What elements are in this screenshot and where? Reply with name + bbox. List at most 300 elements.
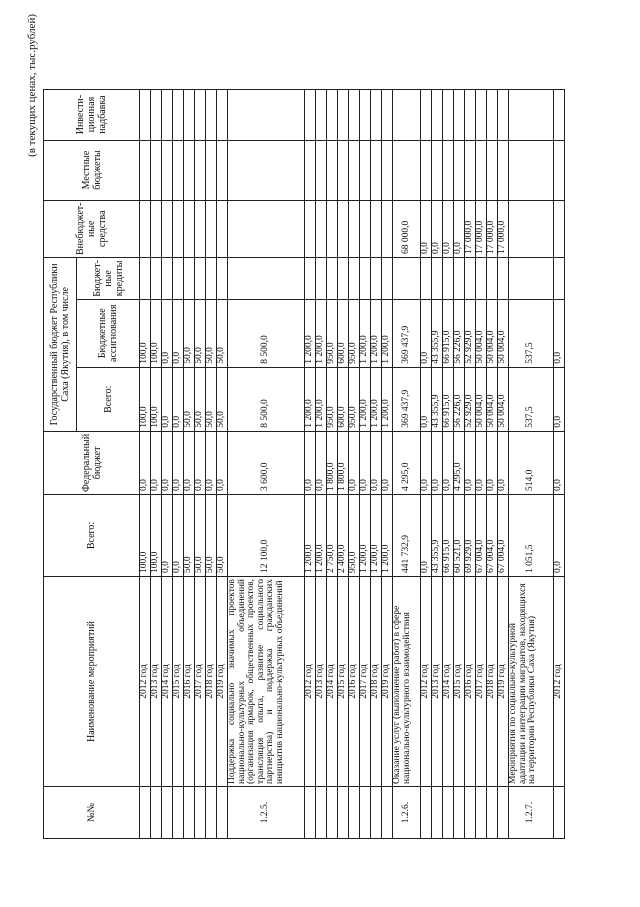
row-name: 2014 год (162, 577, 173, 787)
row-state-credits (465, 258, 476, 300)
row-invest (305, 89, 316, 140)
row-state-credits (162, 258, 173, 300)
row-local (360, 140, 371, 200)
table-row-year (554, 89, 565, 838)
table-row-year (140, 89, 151, 838)
table-row-year (184, 89, 195, 838)
row-name: 2012 год (140, 577, 151, 787)
row-number (206, 787, 217, 839)
row-state-credits (184, 258, 195, 300)
row-state-allocations: 50,0 (217, 299, 228, 367)
row-state-allocations: 50 004,0 (487, 299, 498, 367)
row-extrabudget (173, 200, 184, 258)
row-number (487, 787, 498, 839)
col-header-name: Наименование мероприятий (44, 577, 140, 787)
row-state-credits (305, 258, 316, 300)
table-row-year (454, 89, 465, 838)
row-state-credits (140, 258, 151, 300)
row-extrabudget: 17 000,0 (487, 200, 498, 258)
row-federal: 0,0 (206, 431, 217, 494)
row-state-credits (360, 258, 371, 300)
row-state-total: 1 200,0 (316, 367, 327, 431)
row-state-total: 100,0 (151, 367, 162, 431)
table-row-year (217, 89, 228, 838)
row-number (184, 787, 195, 839)
row-state-credits (173, 258, 184, 300)
row-federal: 514,0 (509, 431, 554, 494)
row-state-allocations: 0,0 (421, 299, 432, 367)
row-local (327, 140, 338, 200)
table-row-year (382, 89, 393, 838)
row-state-total: 0,0 (162, 367, 173, 431)
row-extrabudget: 0,0 (443, 200, 454, 258)
row-federal: 3 600,0 (228, 431, 305, 494)
row-total: 2 400,0 (338, 495, 349, 577)
row-invest (487, 89, 498, 140)
table-row-year (316, 89, 327, 838)
row-total: 50,0 (195, 495, 206, 577)
row-name: 2012 год (305, 577, 316, 787)
row-name: 2017 год (195, 577, 206, 787)
table-row-year (151, 89, 162, 838)
row-total: 441 732,9 (393, 495, 421, 577)
row-extrabudget (382, 200, 393, 258)
row-federal: 0,0 (305, 431, 316, 494)
row-extrabudget: 17 000,0 (465, 200, 476, 258)
col-header-state-allocations: Бюджетные ассигнования (77, 299, 140, 367)
row-invest (476, 89, 487, 140)
row-name: 2018 год (487, 577, 498, 787)
row-state-allocations: 56 226,0 (454, 299, 465, 367)
units-note: (в текущих ценах, тыс.рублей) (26, 14, 38, 157)
row-state-total: 950,0 (327, 367, 338, 431)
row-number (421, 787, 432, 839)
row-federal: 0,0 (162, 431, 173, 494)
row-total: 67 004,0 (476, 495, 487, 577)
row-local (509, 140, 554, 200)
table-row-year (305, 89, 316, 838)
col-header-state-total: Всего: (77, 367, 140, 431)
row-name: 2012 год (421, 577, 432, 787)
row-federal: 0,0 (554, 431, 565, 494)
row-total: 1 200,0 (305, 495, 316, 577)
row-state-total: 600,0 (338, 367, 349, 431)
row-invest (454, 89, 465, 140)
row-invest (316, 89, 327, 140)
row-name: 2017 год (476, 577, 487, 787)
col-header-local: Местные бюджеты (44, 140, 140, 200)
row-federal: 0,0 (316, 431, 327, 494)
row-number (498, 787, 509, 839)
col-header-state-group: Государственный бюджет Республики Саха (Якутия), в том числе (44, 258, 77, 432)
row-state-credits (509, 258, 554, 300)
row-state-credits (151, 258, 162, 300)
row-federal: 0,0 (476, 431, 487, 494)
row-state-total: 537,5 (509, 367, 554, 431)
row-local (382, 140, 393, 200)
col-header-state-credits: Бюджет-ные кредиты (77, 258, 140, 300)
row-total: 1 200,0 (371, 495, 382, 577)
row-total: 2 750,0 (327, 495, 338, 577)
table-row-year (432, 89, 443, 838)
row-invest (140, 89, 151, 140)
row-name: 2019 год (498, 577, 509, 787)
row-state-total: 1 200,0 (371, 367, 382, 431)
row-state-allocations: 950,0 (327, 299, 338, 367)
row-federal: 0,0 (465, 431, 476, 494)
row-number (338, 787, 349, 839)
row-state-allocations: 43 355,9 (432, 299, 443, 367)
row-extrabudget (316, 200, 327, 258)
row-total: 1 051,5 (509, 495, 554, 577)
row-local (421, 140, 432, 200)
row-extrabudget (554, 200, 565, 258)
row-invest (195, 89, 206, 140)
row-local (217, 140, 228, 200)
row-state-credits (195, 258, 206, 300)
row-invest (360, 89, 371, 140)
row-invest (151, 89, 162, 140)
row-state-credits (327, 258, 338, 300)
row-extrabudget (509, 200, 554, 258)
row-total: 69 929,0 (465, 495, 476, 577)
col-header-invest: Инвести-ционная надбавка (44, 89, 140, 140)
row-invest (327, 89, 338, 140)
row-federal: 0,0 (151, 431, 162, 494)
row-number (195, 787, 206, 839)
row-invest (206, 89, 217, 140)
row-local (184, 140, 195, 200)
row-extrabudget (195, 200, 206, 258)
row-name: 2013 год (432, 577, 443, 787)
row-local (316, 140, 327, 200)
row-total: 1 200,0 (360, 495, 371, 577)
row-name: 2013 год (316, 577, 327, 787)
row-total: 0,0 (554, 495, 565, 577)
row-name: Мероприятия по социально-культурной адаптации и интеграции мигрантов, находящихся на территории Республики Саха (Якутия) (509, 577, 554, 787)
table-row-year (360, 89, 371, 838)
row-state-allocations: 1 200,0 (360, 299, 371, 367)
row-number (465, 787, 476, 839)
row-number (305, 787, 316, 839)
table-row-measure (393, 89, 421, 838)
row-state-allocations: 369 437,9 (393, 299, 421, 367)
row-state-allocations: 1 200,0 (316, 299, 327, 367)
row-state-credits (338, 258, 349, 300)
row-federal: 0,0 (217, 431, 228, 494)
row-number: 1.2.7. (509, 787, 554, 839)
row-number (382, 787, 393, 839)
row-state-total: 0,0 (421, 367, 432, 431)
row-total: 66 915,0 (443, 495, 454, 577)
table-row-year (443, 89, 454, 838)
row-federal: 4 295,0 (393, 431, 421, 494)
row-state-allocations: 50,0 (195, 299, 206, 367)
table-row-year (327, 89, 338, 838)
table-row-year (206, 89, 217, 838)
table-row-year (349, 89, 360, 838)
row-invest (421, 89, 432, 140)
row-state-total: 50,0 (206, 367, 217, 431)
row-local (349, 140, 360, 200)
col-header-extrabudget: Внебюджет-ные средства (44, 200, 140, 258)
row-total: 67 004,0 (487, 495, 498, 577)
row-name: 2012 год (554, 577, 565, 787)
row-local (305, 140, 316, 200)
col-header-federal: Федеральный бюджет (44, 431, 140, 494)
row-state-allocations: 100,0 (140, 299, 151, 367)
row-invest (162, 89, 173, 140)
table-row-year (338, 89, 349, 838)
row-state-allocations: 600,0 (338, 299, 349, 367)
row-extrabudget (360, 200, 371, 258)
row-state-allocations: 1 200,0 (305, 299, 316, 367)
row-invest (217, 89, 228, 140)
table-body (140, 89, 565, 838)
rotated-document-page (0, 2, 638, 907)
row-state-total: 8 500,0 (228, 367, 305, 431)
table-row-year (476, 89, 487, 838)
row-name: Оказание услуг (выполнение работ) в сфере национально-культурного взаимодействия (393, 577, 421, 787)
row-state-total: 52 929,0 (465, 367, 476, 431)
row-extrabudget (349, 200, 360, 258)
row-state-total: 0,0 (173, 367, 184, 431)
row-state-credits (454, 258, 465, 300)
table-row-year (195, 89, 206, 838)
row-number (316, 787, 327, 839)
row-state-total: 0,0 (554, 367, 565, 431)
row-state-total: 50 004,0 (476, 367, 487, 431)
row-extrabudget: 0,0 (454, 200, 465, 258)
row-total: 60 521,0 (454, 495, 465, 577)
row-state-allocations: 0,0 (162, 299, 173, 367)
row-number (476, 787, 487, 839)
row-federal: 0,0 (443, 431, 454, 494)
row-state-allocations: 52 929,0 (465, 299, 476, 367)
row-state-allocations: 8 500,0 (228, 299, 305, 367)
row-state-total: 50 004,0 (498, 367, 509, 431)
row-invest (349, 89, 360, 140)
row-invest (443, 89, 454, 140)
row-local (554, 140, 565, 200)
col-header-no: №№ (44, 787, 140, 839)
row-invest (465, 89, 476, 140)
row-total: 100,0 (140, 495, 151, 577)
row-federal: 0,0 (184, 431, 195, 494)
row-local (432, 140, 443, 200)
row-total: 100,0 (151, 495, 162, 577)
row-number (443, 787, 454, 839)
row-name: 2016 год (465, 577, 476, 787)
table-row-year (421, 89, 432, 838)
row-state-credits (382, 258, 393, 300)
row-state-total: 1 200,0 (382, 367, 393, 431)
row-federal: 1 800,0 (338, 431, 349, 494)
row-name: 2015 год (173, 577, 184, 787)
row-total: 43 355,9 (432, 495, 443, 577)
row-extrabudget (371, 200, 382, 258)
row-total: 50,0 (217, 495, 228, 577)
row-extrabudget (228, 200, 305, 258)
row-extrabudget: 17 000,0 (476, 200, 487, 258)
row-state-total: 1 200,0 (305, 367, 316, 431)
row-number (217, 787, 228, 839)
row-extrabudget (140, 200, 151, 258)
row-state-allocations: 0,0 (173, 299, 184, 367)
row-number (173, 787, 184, 839)
row-name: 2017 год (360, 577, 371, 787)
budget-table (43, 89, 565, 839)
row-invest (382, 89, 393, 140)
row-state-credits (476, 258, 487, 300)
row-state-credits (487, 258, 498, 300)
row-name: 2016 год (184, 577, 195, 787)
row-number (162, 787, 173, 839)
row-total: 12 100,0 (228, 495, 305, 577)
row-name: 2019 год (382, 577, 393, 787)
row-local (454, 140, 465, 200)
row-state-total: 50,0 (217, 367, 228, 431)
row-state-total: 950,0 (349, 367, 360, 431)
row-state-total: 50,0 (195, 367, 206, 431)
row-local (443, 140, 454, 200)
row-state-allocations: 50,0 (206, 299, 217, 367)
row-federal: 0,0 (360, 431, 371, 494)
row-state-total: 1 200,0 (360, 367, 371, 431)
row-invest (509, 89, 554, 140)
row-number (349, 787, 360, 839)
row-local (162, 140, 173, 200)
row-extrabudget (206, 200, 217, 258)
table-row-year (173, 89, 184, 838)
row-state-credits (393, 258, 421, 300)
row-total: 50,0 (206, 495, 217, 577)
row-invest (228, 89, 305, 140)
row-federal: 0,0 (487, 431, 498, 494)
row-state-credits (349, 258, 360, 300)
row-extrabudget (327, 200, 338, 258)
row-state-credits (554, 258, 565, 300)
row-state-total: 56 226,0 (454, 367, 465, 431)
row-state-credits (498, 258, 509, 300)
row-local (371, 140, 382, 200)
row-federal: 0,0 (421, 431, 432, 494)
row-federal: 4 295,0 (454, 431, 465, 494)
row-number (454, 787, 465, 839)
row-number (432, 787, 443, 839)
row-federal: 0,0 (173, 431, 184, 494)
table-row-measure (228, 89, 305, 838)
row-state-allocations: 50 004,0 (498, 299, 509, 367)
row-local (487, 140, 498, 200)
row-invest (432, 89, 443, 140)
row-federal: 1 800,0 (327, 431, 338, 494)
row-federal: 0,0 (382, 431, 393, 494)
row-invest (173, 89, 184, 140)
row-invest (184, 89, 195, 140)
row-federal: 0,0 (432, 431, 443, 494)
row-total: 67 004,0 (498, 495, 509, 577)
row-total: 0,0 (162, 495, 173, 577)
row-invest (393, 89, 421, 140)
row-name: Поддержка социально значимых проектов национально-культурных объединений (организация ярмарок, общественных проектов, трансляция опыта, развитие социального партнерства) и поддержка гражданских инициатив национально-культурных объединений (228, 577, 305, 787)
row-state-allocations: 1 200,0 (382, 299, 393, 367)
row-total: 950,0 (349, 495, 360, 577)
row-name: 2015 год (454, 577, 465, 787)
row-local (195, 140, 206, 200)
row-extrabudget: 0,0 (421, 200, 432, 258)
row-state-credits (432, 258, 443, 300)
row-state-allocations: 50,0 (184, 299, 195, 367)
row-extrabudget (305, 200, 316, 258)
row-federal: 0,0 (371, 431, 382, 494)
row-total: 0,0 (421, 495, 432, 577)
row-local (476, 140, 487, 200)
row-state-credits (316, 258, 327, 300)
col-header-total: Всего: (44, 495, 140, 577)
row-local (393, 140, 421, 200)
row-extrabudget (162, 200, 173, 258)
row-state-allocations: 66 915,0 (443, 299, 454, 367)
row-extrabudget (338, 200, 349, 258)
row-local (206, 140, 217, 200)
row-extrabudget (151, 200, 162, 258)
table-row-year (371, 89, 382, 838)
row-state-credits (371, 258, 382, 300)
row-federal: 0,0 (498, 431, 509, 494)
row-number (327, 787, 338, 839)
row-name: 2015 год (338, 577, 349, 787)
table-row-year (162, 89, 173, 838)
row-invest (371, 89, 382, 140)
row-name: 2018 год (206, 577, 217, 787)
row-state-credits (217, 258, 228, 300)
row-local (498, 140, 509, 200)
row-state-credits (228, 258, 305, 300)
row-name: 2014 год (327, 577, 338, 787)
row-local (228, 140, 305, 200)
row-state-allocations: 100,0 (151, 299, 162, 367)
row-state-total: 50,0 (184, 367, 195, 431)
row-number (554, 787, 565, 839)
row-state-allocations: 50 004,0 (476, 299, 487, 367)
row-name: 2019 год (217, 577, 228, 787)
row-number: 1.2.5. (228, 787, 305, 839)
row-state-allocations: 950,0 (349, 299, 360, 367)
row-state-total: 50 004,0 (487, 367, 498, 431)
row-name: 2016 год (349, 577, 360, 787)
row-state-total: 100,0 (140, 367, 151, 431)
row-extrabudget: 0,0 (432, 200, 443, 258)
row-state-total: 43 355,9 (432, 367, 443, 431)
row-invest (498, 89, 509, 140)
row-state-credits (443, 258, 454, 300)
row-name: 2014 год (443, 577, 454, 787)
row-extrabudget (184, 200, 195, 258)
row-total: 0,0 (173, 495, 184, 577)
row-local (140, 140, 151, 200)
table-row-measure (509, 89, 554, 838)
table-row-year (498, 89, 509, 838)
row-number (151, 787, 162, 839)
row-number (371, 787, 382, 839)
row-state-allocations: 1 200,0 (371, 299, 382, 367)
row-local (465, 140, 476, 200)
row-extrabudget: 17 000,0 (498, 200, 509, 258)
row-state-allocations: 537,5 (509, 299, 554, 367)
row-state-credits (206, 258, 217, 300)
row-state-credits (421, 258, 432, 300)
